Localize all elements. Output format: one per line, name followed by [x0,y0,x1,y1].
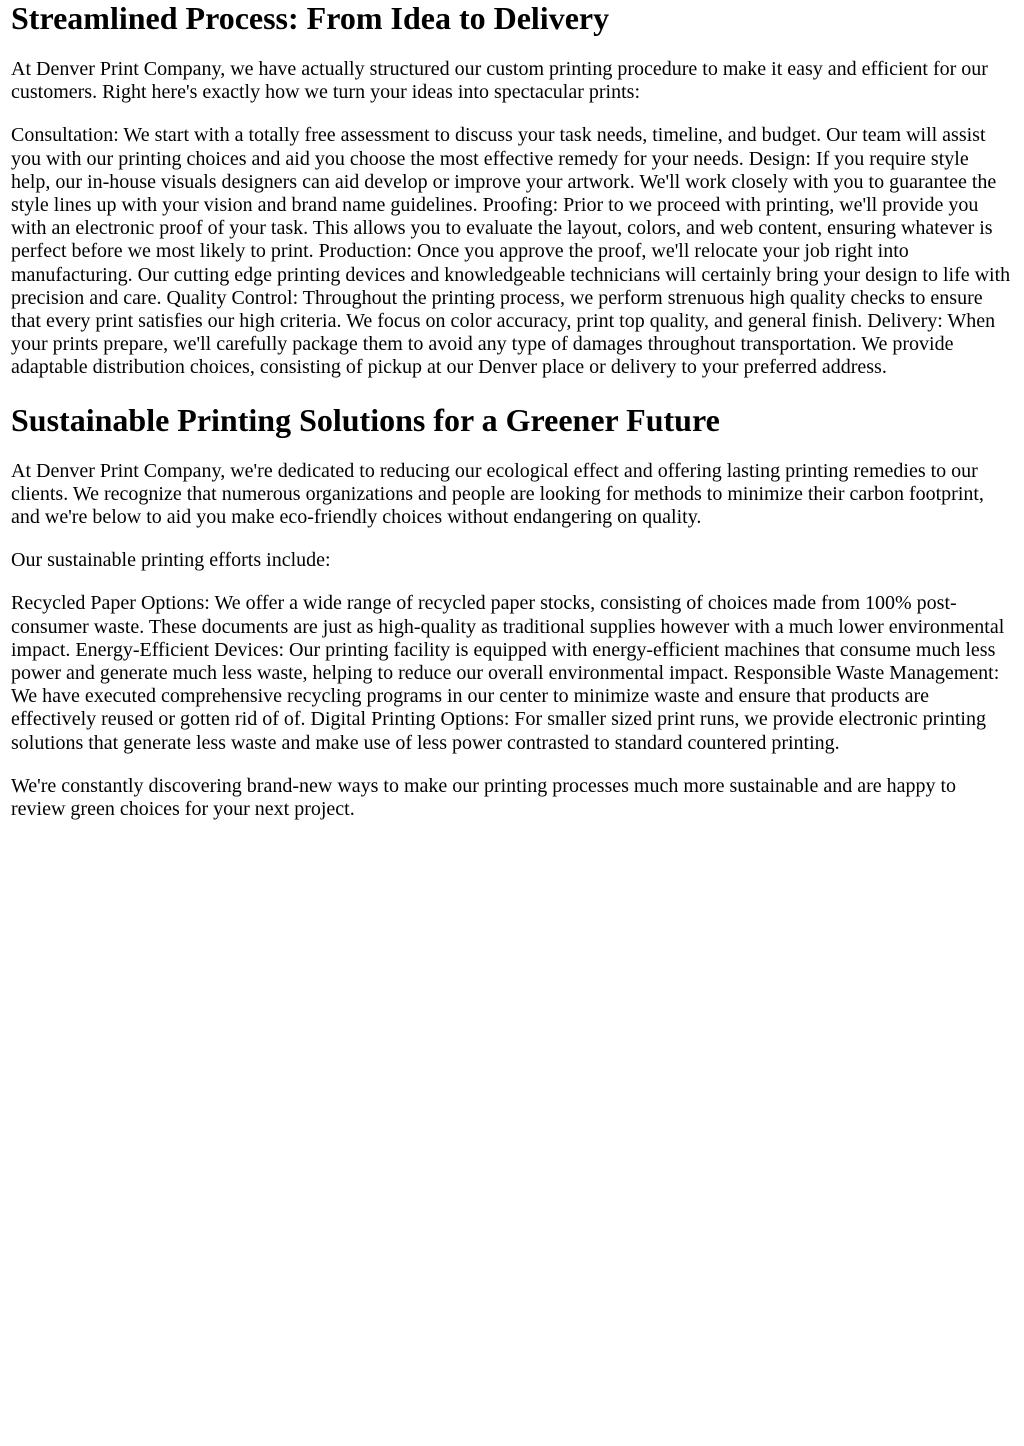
section-sustainable-printing [11,402,1013,822]
section-heading: Streamlined Process: From Idea to Delivery [11,0,610,36]
efforts-list-paragraph: Recycled Paper Options: We offer a wide range of recycled paper stocks, consisting of choices made from 100% post-consumer waste. These documents are just as high-quality as traditional supplies however with a much lower environmental impact. Energy-Efficient Devices: Our printing facility is equipped with energy-efficient machines that consume much less power and generate much less waste, helping to reduce our overall environmental impact. Responsible Waste Management: We have executed comprehensive recycling programs in our center to minimize waste and ensure that products are effectively reused or gotten rid of of. Digital Printing Options: For smaller sized print runs, we provide electronic printing solutions that generate less waste and make use of less power contrasted to standard countered printing. [11,592,1005,754]
article [11,0,1013,821]
section-heading: Sustainable Printing Solutions for a Greener Future [11,401,720,438]
closing-paragraph: We're constantly discovering brand-new ways to make our printing processes much more sustainable and are happy to review green choices for your next project. [11,774,957,821]
intro-paragraph: At Denver Print Company, we have actually structured our custom printing procedure to make it easy and efficient for our customers. Right here's exactly how we turn your ideas into spectacular prints: [11,58,988,104]
intro-paragraph: At Denver Print Company, we're dedicated to reducing our ecological effect and offering lasting printing remedies to our clients. We recognize that numerous organizations and people are looking for methods to minimize their carbon footprint, and we're below to aid you make eco-friendly choices without endangering on quality. [11,459,984,529]
process-steps-paragraph: Consultation: We start with a totally free assessment to discuss your task needs, timeline, and budget. Our team will assist you with our printing choices and aid you choose the most effective remedy for your needs. Design: If you require style help, our in-house visuals designers can aid develop or improve your artwork. We'll work closely with you to guarantee the style lines up with your vision and brand name guidelines. Proofing: Prior to we proceed with printing, we'll provide you with an electronic proof of your task. This allows you to evaluate the layout, colors, and web content, ensuring whatever is perfect before we most likely to print. Production: Once you approve the proof, we'll relocate your job right into manufacturing. Our cutting edge printing devices and knowledgeable technicians will certainly bring your design to life with precision and care. Quality Control: Throughout the printing process, we perform strenuous high quality checks to ensure that every print satisfies our high criteria. We focus on color accuracy, print top quality, and general finish. Delivery: When your prints prepare, we'll carefully package them to avoid any type of damages throughout transportation. We provide adaptable distribution choices, consisting of pickup at our Denver place or delivery to your preferred address. [11,124,1011,379]
section-streamlined-process [11,0,1013,380]
efforts-lead-paragraph: Our sustainable printing efforts include: [11,549,331,572]
